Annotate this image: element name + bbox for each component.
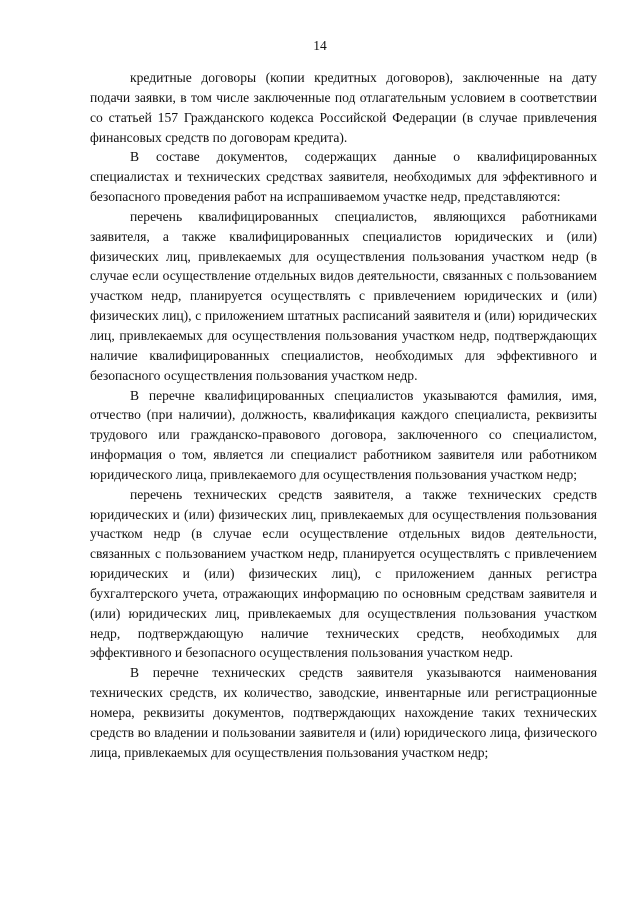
paragraph-documents-composition: В составе документов, содержащих данные о квалифицированных специалистах и технических средствах заявителя, необходимых для эффективного и безопасного проведения работ на испрашиваемом участке недр, представляются: xyxy=(90,149,597,205)
document-body xyxy=(90,68,597,763)
paragraph-technical-means-details: В перечне технических средств заявителя указываются наименования технических средств, их количество, заводские, инвентарные или регистрационные номера, реквизиты документов, подтверждающих нахождение таких технических средств во владении и пользовании заявителя и (или) юридического лица, физического лица, привлекаемых для осуществления пользования участком недр; xyxy=(90,665,597,760)
paragraph-credit-agreements: кредитные договоры (копии кредитных договоров), заключенные на дату подачи заявки, в том числе заключенные под отлагательным условием в соответствии со статьей 157 Гражданского кодекса Российской Федерации (в случае привлечения финансовых средств по договорам кредита). xyxy=(90,70,597,145)
paragraph-specialists-list: перечень квалифицированных специалистов, являющихся работниками заявителя, а также квалифицированных специалистов юридических и (или) физических лиц, привлекаемых для осуществления пользования участком недр (в случае если осуществление отдельных видов деятельности, связанных с пользованием участком недр, планируется осуществлять с привлечением юридических и (или) физических лиц), с приложением штатных расписаний заявителя и (или) юридических лиц, привлекаемых для осуществления пользования участком недр, подтверждающих наличие квалифицированных специалистов, необходимых для эффективного и безопасного осуществления пользования участком недр. xyxy=(90,208,597,383)
paragraph-specialists-details: В перечне квалифицированных специалистов указываются фамилия, имя, отчество (при наличии), должность, квалификация каждого специалиста, реквизиты трудового или гражданско-правового договора, заключенного со специалистом, информация о том, является ли специалист работником заявителя или работником юридического лица, привлекаемого для осуществления пользования участком недр; xyxy=(90,387,597,482)
page-number: 14 xyxy=(313,38,327,53)
paragraph-technical-means-list: перечень технических средств заявителя, а также технических средств юридических и (или) физических лиц, привлекаемых для осуществления пользования участком недр (в случае если осуществление отдельных видов деятельности, связанных с пользованием участком недр, планируется осуществлять с привлечением юридических и (или) физических лиц), с приложением данных регистра бухгалтерского учета, отражающих информацию по основным средствам заявителя и (или) юридических лиц, привлекаемых для осуществления пользования участком недр, подтверждающую наличие технических средств, необходимых для эффективного и безопасного осуществления пользования участком недр. xyxy=(90,486,597,661)
